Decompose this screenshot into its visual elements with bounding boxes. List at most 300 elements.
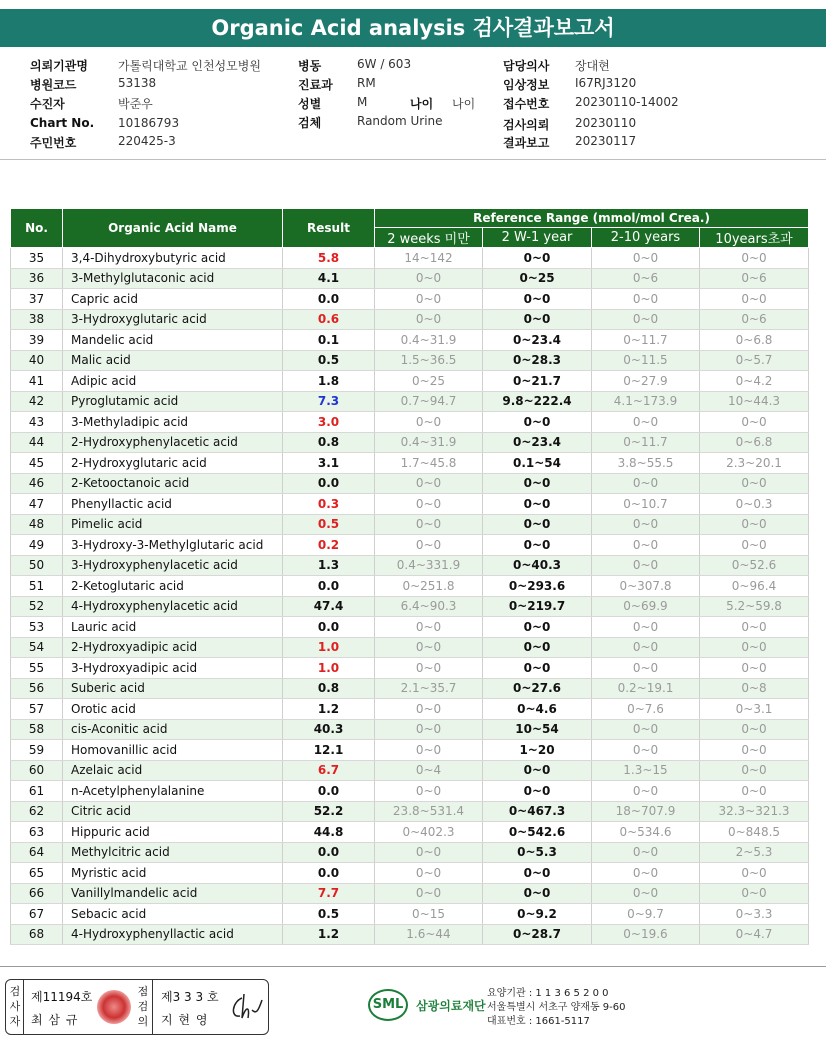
result-value: 0.1 [283,330,375,351]
ref-under-2weeks: 0.4~31.9 [375,432,483,453]
acid-name: Pimelic acid [63,514,283,535]
row-number: 39 [11,330,63,351]
ref-2-10years: 1.3~15 [592,760,700,781]
ref-over-10years: 0~0 [700,719,809,740]
ref-2-10years: 0~9.7 [592,904,700,925]
ref-2-10years: 0~0 [592,248,700,269]
examiner-number: 제11194호 [31,990,93,1004]
table-row [11,268,809,289]
result-value: 0.8 [283,678,375,699]
ref-2w-1year: 0~542.6 [483,822,592,843]
row-number: 37 [11,289,63,310]
ref-2w-1year: 0~9.2 [483,904,592,925]
ref-under-2weeks: 0~0 [375,883,483,904]
acid-name: 3-Methyladipic acid [63,412,283,433]
result-value: 0.0 [283,842,375,863]
ref-2-10years: 0.2~19.1 [592,678,700,699]
ref-under-2weeks: 0.7~94.7 [375,391,483,412]
table-row [11,432,809,453]
result-value: 0.0 [283,473,375,494]
examiner-name: 최 삼 규 [31,1013,79,1027]
ref-under-2weeks: 1.6~44 [375,924,483,945]
ref-2w-1year: 0~0 [483,760,592,781]
ref-2-10years: 0~0 [592,863,700,884]
ref-under-2weeks: 0~15 [375,904,483,925]
row-number: 67 [11,904,63,925]
row-number: 40 [11,350,63,371]
table-row [11,412,809,433]
ref-under-2weeks: 0~0 [375,637,483,658]
age-value: 나이 [452,97,476,111]
table-row [11,863,809,884]
ref-under-2weeks: 0~0 [375,842,483,863]
ref-2-10years: 0~69.9 [592,596,700,617]
ref-2-10years: 0~0 [592,842,700,863]
ref-2-10years: 0~0 [592,412,700,433]
result-value: 1.2 [283,924,375,945]
ref-2w-1year: 0~28.7 [483,924,592,945]
report-title: Organic Acid analysis 검사결과보고서 [0,9,826,47]
ref-2w-1year: 0~0 [483,781,592,802]
receipt-no-value: 20230110-14002 [575,95,679,109]
result-value: 1.0 [283,658,375,679]
acid-name: Adipic acid [63,371,283,392]
ref-over-10years: 0~0 [700,617,809,638]
ref-under-2weeks: 2.1~35.7 [375,678,483,699]
signature-box [5,979,269,1035]
row-number: 42 [11,391,63,412]
acid-name: Myristic acid [63,863,283,884]
ref-under-2weeks: 0~0 [375,268,483,289]
col-no-header: No. [11,209,63,248]
table-row [11,842,809,863]
receipt-no-label: 접수번호 [503,97,550,111]
clinical-info-label: 임상정보 [503,78,550,92]
acid-name: 2-Hydroxyadipic acid [63,637,283,658]
row-number: 41 [11,371,63,392]
ref-under-2weeks: 0~251.8 [375,576,483,597]
chart-no-value: 10186793 [118,116,180,130]
sex-label: 성별 [298,97,322,111]
ref-2w-1year: 9.8~222.4 [483,391,592,412]
inspector-label: 점검의 [137,985,149,1028]
header-divider [0,159,826,160]
table-row [11,453,809,474]
acid-name: Citric acid [63,801,283,822]
result-value: 0.8 [283,432,375,453]
result-value: 40.3 [283,719,375,740]
acid-name: cis-Aconitic acid [63,719,283,740]
result-value: 4.1 [283,268,375,289]
table-row [11,289,809,310]
table-row [11,740,809,761]
ref-2-10years: 0~534.6 [592,822,700,843]
acid-name: Sebacic acid [63,904,283,925]
result-value: 0.2 [283,535,375,556]
table-row [11,535,809,556]
org-contact [487,987,626,1029]
ward-value: 6W / 603 [357,57,412,71]
table-row [11,637,809,658]
ref-over-10years: 0~3.3 [700,904,809,925]
ref-2w-1year: 0~0 [483,248,592,269]
ref-over-10years: 0~6.8 [700,432,809,453]
table-row [11,309,809,330]
ref-2-10years: 0~0 [592,637,700,658]
inspector-number: 제3 3 3 호 [161,990,219,1004]
table-row [11,822,809,843]
ref-under-2weeks: 0~4 [375,760,483,781]
acid-name: Lauric acid [63,617,283,638]
ref-2-10years: 0~0 [592,781,700,802]
ref-2-10years: 4.1~173.9 [592,391,700,412]
table-row [11,248,809,269]
result-value: 12.1 [283,740,375,761]
ref-2w-1year: 0~25 [483,268,592,289]
acid-name: 3-Hydroxyglutaric acid [63,309,283,330]
ref-2w-1year: 0~5.3 [483,842,592,863]
row-number: 50 [11,555,63,576]
ref-2w-1year: 0~23.4 [483,330,592,351]
ref-2w-1year: 0~0 [483,883,592,904]
row-number: 57 [11,699,63,720]
ref-over-10years: 2.3~20.1 [700,453,809,474]
department-value: RM [357,76,376,90]
ref-over-10years: 0~96.4 [700,576,809,597]
doctor-value: 장대현 [575,59,610,73]
result-value: 3.1 [283,453,375,474]
table-row [11,678,809,699]
ref-under-2weeks: 0~0 [375,658,483,679]
ref-2w-1year: 0~467.3 [483,801,592,822]
acid-name: Phenyllactic acid [63,494,283,515]
ref-2-10years: 18~707.9 [592,801,700,822]
row-number: 60 [11,760,63,781]
ref-over-10years: 0~0 [700,289,809,310]
row-number: 68 [11,924,63,945]
row-number: 43 [11,412,63,433]
row-number: 58 [11,719,63,740]
table-row [11,514,809,535]
table-row [11,391,809,412]
acid-name: 2-Ketoglutaric acid [63,576,283,597]
ref-2w-1year: 0~0 [483,514,592,535]
ref-2w-1year: 0~293.6 [483,576,592,597]
ref-over-10years: 0~4.7 [700,924,809,945]
ref-under-2weeks: 0~0 [375,309,483,330]
result-value: 52.2 [283,801,375,822]
ref-over-10years: 0~0 [700,740,809,761]
result-value: 0.5 [283,350,375,371]
request-date-value: 20230110 [575,116,637,130]
ref-under-2weeks: 1.5~36.5 [375,350,483,371]
table-row [11,781,809,802]
ref-over-10years: 0~0 [700,473,809,494]
table-row [11,596,809,617]
ref-over-10years: 0~0 [700,637,809,658]
row-number: 56 [11,678,63,699]
result-value: 0.5 [283,904,375,925]
table-row [11,760,809,781]
ref-under-2weeks: 0~0 [375,863,483,884]
row-number: 54 [11,637,63,658]
table-row [11,801,809,822]
ref-over-10years: 0~0 [700,535,809,556]
org-phone: 대표번호 : 1661-5117 [487,1016,590,1027]
ref-2-10years: 3.8~55.5 [592,453,700,474]
ref-2w-1year: 0.1~54 [483,453,592,474]
row-number: 63 [11,822,63,843]
org-address: 서울특별시 서초구 양재동 9-60 [487,1002,626,1013]
table-row [11,924,809,945]
acid-name: n-Acetylphenylalanine [63,781,283,802]
ref-2w-1year: 0~28.3 [483,350,592,371]
ref-under-2weeks: 0~0 [375,473,483,494]
signature [228,992,264,1022]
ref-under-2weeks: 6.4~90.3 [375,596,483,617]
ref-2-10years: 0~19.6 [592,924,700,945]
acid-name: 3-Hydroxy-3-Methylglutaric acid [63,535,283,556]
row-number: 45 [11,453,63,474]
ref-under-2weeks: 0~0 [375,740,483,761]
row-number: 59 [11,740,63,761]
report-footer [0,975,826,1043]
org-name: 삼광의료재단 [416,998,486,1013]
row-number: 38 [11,309,63,330]
report-date-label: 결과보고 [503,136,550,150]
age-label: 나이 [410,97,434,111]
ref-over-10years: 0~4.2 [700,371,809,392]
acid-name: Azelaic acid [63,760,283,781]
ref-over-10years: 0~5.7 [700,350,809,371]
specimen-label: 검체 [298,116,322,130]
sml-logo-mark: SML [368,989,408,1021]
result-value: 0.6 [283,309,375,330]
acid-name: Methylcitric acid [63,842,283,863]
row-number: 62 [11,801,63,822]
ref-2-10years: 0~0 [592,555,700,576]
inspector-name: 지 현 영 [161,1013,209,1027]
ref-2-10years: 0~307.8 [592,576,700,597]
ref-over-10years: 0~0 [700,412,809,433]
ref-2w-1year: 0~4.6 [483,699,592,720]
ref-under-2weeks: 0~25 [375,371,483,392]
row-number: 49 [11,535,63,556]
result-value: 0.0 [283,289,375,310]
col-name-header: Organic Acid Name [63,209,283,248]
result-value: 0.5 [283,514,375,535]
ref-2w-1year: 0~0 [483,412,592,433]
sml-logo [368,989,486,1021]
ref-under-2weeks: 0~0 [375,617,483,638]
ref-2-10years: 0~0 [592,617,700,638]
ref-2-10years: 0~0 [592,740,700,761]
ref-under-2weeks: 0~0 [375,494,483,515]
ref-2-10years: 0~6 [592,268,700,289]
report-date-value: 20230117 [575,134,637,148]
row-number: 53 [11,617,63,638]
acid-name: Suberic acid [63,678,283,699]
ref-2w-1year: 0~0 [483,289,592,310]
acid-name: Malic acid [63,350,283,371]
acid-name: 4-Hydroxyphenylacetic acid [63,596,283,617]
ref-2w-1year: 0~0 [483,494,592,515]
specimen-value: Random Urine [357,114,443,128]
ref-2w-1year: 0~0 [483,863,592,884]
row-number: 47 [11,494,63,515]
acid-name: 2-Ketooctanoic acid [63,473,283,494]
id-no-value: 220425-3 [118,134,176,148]
ref-2-10years: 0~11.7 [592,330,700,351]
chart-no-label: Chart No. [30,116,95,130]
ref-2-10years: 0~0 [592,309,700,330]
table-row [11,330,809,351]
acid-name: Mandelic acid [63,330,283,351]
ref-over-10years: 32.3~321.3 [700,801,809,822]
ref-under-2weeks: 14~142 [375,248,483,269]
ref-2-10years: 0~10.7 [592,494,700,515]
ref-under-2weeks: 0~0 [375,699,483,720]
ref-over-10years: 0~6 [700,268,809,289]
ref-2-10years: 0~11.7 [592,432,700,453]
result-value: 0.0 [283,576,375,597]
ref-over-10years: 0~3.1 [700,699,809,720]
acid-name: Vanillylmandelic acid [63,883,283,904]
table-row [11,350,809,371]
ref-under-2weeks: 0~0 [375,289,483,310]
request-date-label: 검사의뢰 [503,118,550,132]
result-value: 1.3 [283,555,375,576]
ref-2w-1year: 0~0 [483,658,592,679]
clinical-info-value: I67RJ3120 [575,76,637,90]
ref-2-10years: 0~0 [592,883,700,904]
table-row [11,719,809,740]
ref-over-10years: 0~0 [700,248,809,269]
ref-under-2weeks: 0~0 [375,412,483,433]
result-value: 1.2 [283,699,375,720]
result-value: 6.7 [283,760,375,781]
ref-over-10years: 0~0.3 [700,494,809,515]
acid-name: 2-Hydroxyphenylacetic acid [63,432,283,453]
table-row [11,699,809,720]
ref-over-10years: 0~848.5 [700,822,809,843]
ref-2-10years: 0~0 [592,658,700,679]
ref-over-10years: 0~0 [700,883,809,904]
row-number: 35 [11,248,63,269]
acid-name: 2-Hydroxyglutaric acid [63,453,283,474]
ref-2-10years: 0~0 [592,473,700,494]
ref-over-10years: 0~0 [700,760,809,781]
row-number: 55 [11,658,63,679]
result-value: 0.0 [283,617,375,638]
acid-name: 3-Hydroxyadipic acid [63,658,283,679]
table-row [11,904,809,925]
ref-2w-1year: 0~0 [483,637,592,658]
table-row [11,658,809,679]
ref-2w-1year: 0~21.7 [483,371,592,392]
acid-name: 3-Methylglutaconic acid [63,268,283,289]
acid-name: Homovanillic acid [63,740,283,761]
institution-label: 의뢰기관명 [30,59,88,73]
ref-2w-1year: 0~0 [483,617,592,638]
result-value: 3.0 [283,412,375,433]
ref-under-2weeks: 0.4~31.9 [375,330,483,351]
result-value: 1.8 [283,371,375,392]
ref-2w-1year: 0~219.7 [483,596,592,617]
row-number: 46 [11,473,63,494]
table-row [11,617,809,638]
examiner-label: 검사자 [9,985,21,1028]
footer-divider [0,966,826,967]
row-number: 48 [11,514,63,535]
ref-col-over-10years: 10years초과 [700,228,809,248]
row-number: 51 [11,576,63,597]
acid-name: Hippuric acid [63,822,283,843]
acid-name: 4-Hydroxyphenyllactic acid [63,924,283,945]
result-value: 44.8 [283,822,375,843]
ref-2w-1year: 1~20 [483,740,592,761]
seal-stamp [97,990,131,1024]
ref-over-10years: 0~52.6 [700,555,809,576]
ref-under-2weeks: 0.4~331.9 [375,555,483,576]
row-number: 64 [11,842,63,863]
result-value: 0.0 [283,863,375,884]
department-label: 진료과 [298,78,333,92]
result-value: 0.0 [283,781,375,802]
institution-value: 가톨릭대학교 인천성모병원 [118,59,261,73]
result-value: 7.7 [283,883,375,904]
result-value: 7.3 [283,391,375,412]
ref-2w-1year: 10~54 [483,719,592,740]
reference-range-header: Reference Range (mmol/mol Crea.) [375,209,809,228]
result-value: 47.4 [283,596,375,617]
ref-over-10years: 0~6 [700,309,809,330]
acid-name: 3,4-Dihydroxybutyric acid [63,248,283,269]
sex-value: M [357,95,368,109]
row-number: 65 [11,863,63,884]
ref-2w-1year: 0~0 [483,535,592,556]
doctor-label: 담당의사 [503,59,550,73]
id-no-label: 주민번호 [30,136,77,150]
ref-col-2-10years: 2-10 years [592,228,700,248]
col-result-header: Result [283,209,375,248]
ref-under-2weeks: 1.7~45.8 [375,453,483,474]
table-row [11,883,809,904]
ref-2-10years: 0~0 [592,719,700,740]
ref-over-10years: 2~5.3 [700,842,809,863]
ref-over-10years: 0~0 [700,514,809,535]
collector-value: 박준우 [118,97,153,111]
ref-2-10years: 0~0 [592,514,700,535]
ref-over-10years: 5.2~59.8 [700,596,809,617]
ref-over-10years: 0~8 [700,678,809,699]
organic-acid-table [10,208,809,945]
ref-col-2w-1year: 2 W-1 year [483,228,592,248]
result-value: 1.0 [283,637,375,658]
ref-2-10years: 0~27.9 [592,371,700,392]
table-row [11,576,809,597]
row-number: 44 [11,432,63,453]
row-number: 52 [11,596,63,617]
ref-over-10years: 0~0 [700,781,809,802]
ref-over-10years: 0~6.8 [700,330,809,351]
acid-name: Orotic acid [63,699,283,720]
row-number: 66 [11,883,63,904]
ref-over-10years: 10~44.3 [700,391,809,412]
acid-name: Pyroglutamic acid [63,391,283,412]
ref-2w-1year: 0~0 [483,473,592,494]
table-row [11,494,809,515]
